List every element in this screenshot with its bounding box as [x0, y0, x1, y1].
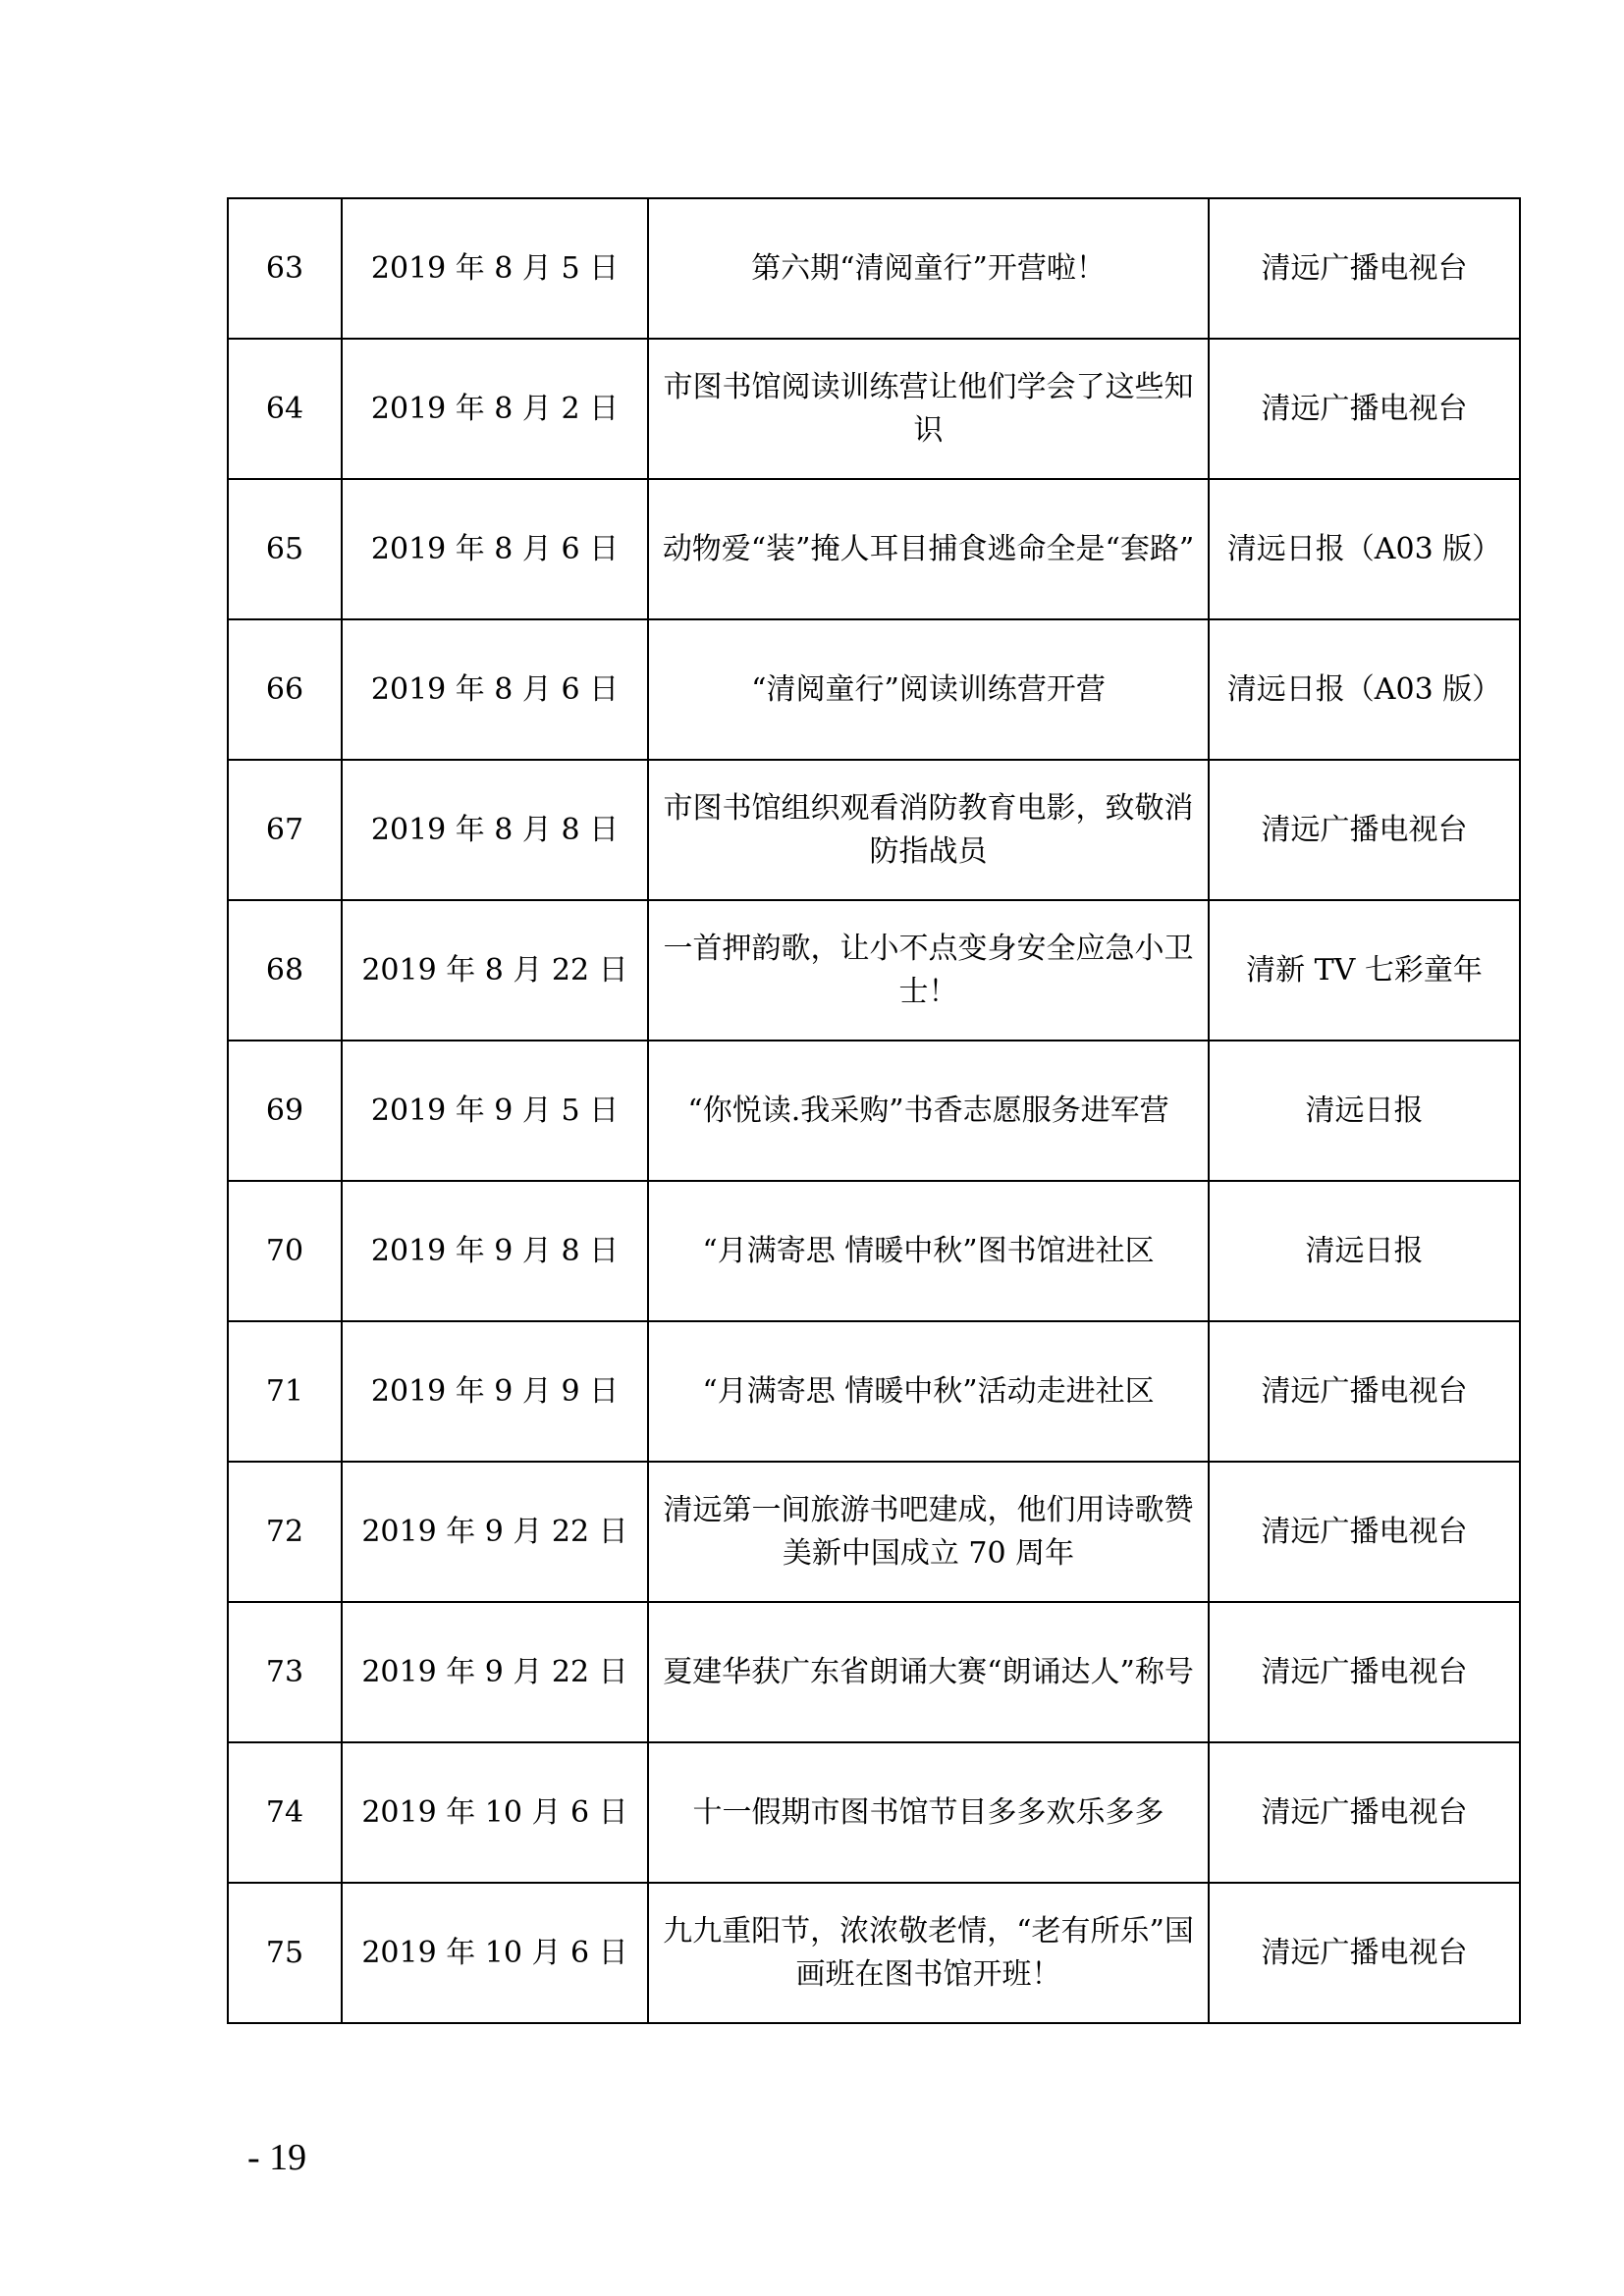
- row-date: 2019 年 8 月 2 日: [342, 339, 648, 479]
- row-source: 清远广播电视台: [1209, 198, 1520, 339]
- table-row: [228, 1742, 1520, 1883]
- row-source: 清远日报（A03 版）: [1209, 619, 1520, 760]
- row-source: 清远广播电视台: [1209, 1602, 1520, 1742]
- media-report-table: [227, 197, 1521, 2024]
- row-date: 2019 年 9 月 22 日: [342, 1602, 648, 1742]
- table-row: [228, 760, 1520, 900]
- row-source: 清远广播电视台: [1209, 760, 1520, 900]
- row-date: 2019 年 8 月 22 日: [342, 900, 648, 1041]
- row-title: 一首押韵歌，让小不点变身安全应急小卫士！: [648, 900, 1209, 1041]
- table-row: [228, 1883, 1520, 2023]
- row-date: 2019 年 9 月 5 日: [342, 1041, 648, 1181]
- row-title: “你悦读.我采购”书香志愿服务进军营: [648, 1041, 1209, 1181]
- row-source: 清远广播电视台: [1209, 1321, 1520, 1462]
- row-number: 63: [228, 198, 342, 339]
- page-number: - 19: [247, 2137, 307, 2178]
- row-title: 十一假期市图书馆节目多多欢乐多多: [648, 1742, 1209, 1883]
- row-source: 清远日报: [1209, 1181, 1520, 1321]
- table-body: [228, 198, 1520, 2023]
- row-source: 清远广播电视台: [1209, 1742, 1520, 1883]
- row-source: 清远日报（A03 版）: [1209, 479, 1520, 619]
- row-date: 2019 年 8 月 6 日: [342, 619, 648, 760]
- row-number: 74: [228, 1742, 342, 1883]
- table-row: [228, 619, 1520, 760]
- table-row: [228, 339, 1520, 479]
- table-row: [228, 1041, 1520, 1181]
- row-title: 夏建华获广东省朗诵大赛“朗诵达人”称号: [648, 1602, 1209, 1742]
- table-row: [228, 1462, 1520, 1602]
- row-title: “清阅童行”阅读训练营开营: [648, 619, 1209, 760]
- row-date: 2019 年 9 月 9 日: [342, 1321, 648, 1462]
- row-number: 69: [228, 1041, 342, 1181]
- table-row: [228, 900, 1520, 1041]
- row-date: 2019 年 9 月 8 日: [342, 1181, 648, 1321]
- row-title: “月满寄思 情暖中秋”图书馆进社区: [648, 1181, 1209, 1321]
- row-number: 66: [228, 619, 342, 760]
- row-number: 73: [228, 1602, 342, 1742]
- table-row: [228, 1181, 1520, 1321]
- row-title: 动物爱“装”掩人耳目捕食逃命全是“套路”: [648, 479, 1209, 619]
- table-row: [228, 1602, 1520, 1742]
- row-date: 2019 年 8 月 6 日: [342, 479, 648, 619]
- table-row: [228, 1321, 1520, 1462]
- row-source: 清新 TV 七彩童年: [1209, 900, 1520, 1041]
- row-number: 75: [228, 1883, 342, 2023]
- row-number: 64: [228, 339, 342, 479]
- row-source: 清远广播电视台: [1209, 339, 1520, 479]
- row-title: 九九重阳节，浓浓敬老情，“老有所乐”国画班在图书馆开班！: [648, 1883, 1209, 2023]
- table-row: [228, 479, 1520, 619]
- row-title: “月满寄思 情暖中秋”活动走进社区: [648, 1321, 1209, 1462]
- row-title: 市图书馆阅读训练营让他们学会了这些知识: [648, 339, 1209, 479]
- row-number: 71: [228, 1321, 342, 1462]
- row-date: 2019 年 8 月 5 日: [342, 198, 648, 339]
- media-report-table-container: [227, 197, 1519, 2024]
- row-date: 2019 年 8 月 8 日: [342, 760, 648, 900]
- table-row: [228, 198, 1520, 339]
- row-number: 70: [228, 1181, 342, 1321]
- row-title: 市图书馆组织观看消防教育电影，致敬消防指战员: [648, 760, 1209, 900]
- row-source: 清远广播电视台: [1209, 1883, 1520, 2023]
- row-number: 68: [228, 900, 342, 1041]
- row-number: 65: [228, 479, 342, 619]
- row-date: 2019 年 10 月 6 日: [342, 1883, 648, 2023]
- row-title: 第六期“清阅童行”开营啦！: [648, 198, 1209, 339]
- row-title: 清远第一间旅游书吧建成，他们用诗歌赞美新中国成立 70 周年: [648, 1462, 1209, 1602]
- row-date: 2019 年 10 月 6 日: [342, 1742, 648, 1883]
- row-date: 2019 年 9 月 22 日: [342, 1462, 648, 1602]
- row-number: 72: [228, 1462, 342, 1602]
- row-source: 清远广播电视台: [1209, 1462, 1520, 1602]
- row-source: 清远日报: [1209, 1041, 1520, 1181]
- row-number: 67: [228, 760, 342, 900]
